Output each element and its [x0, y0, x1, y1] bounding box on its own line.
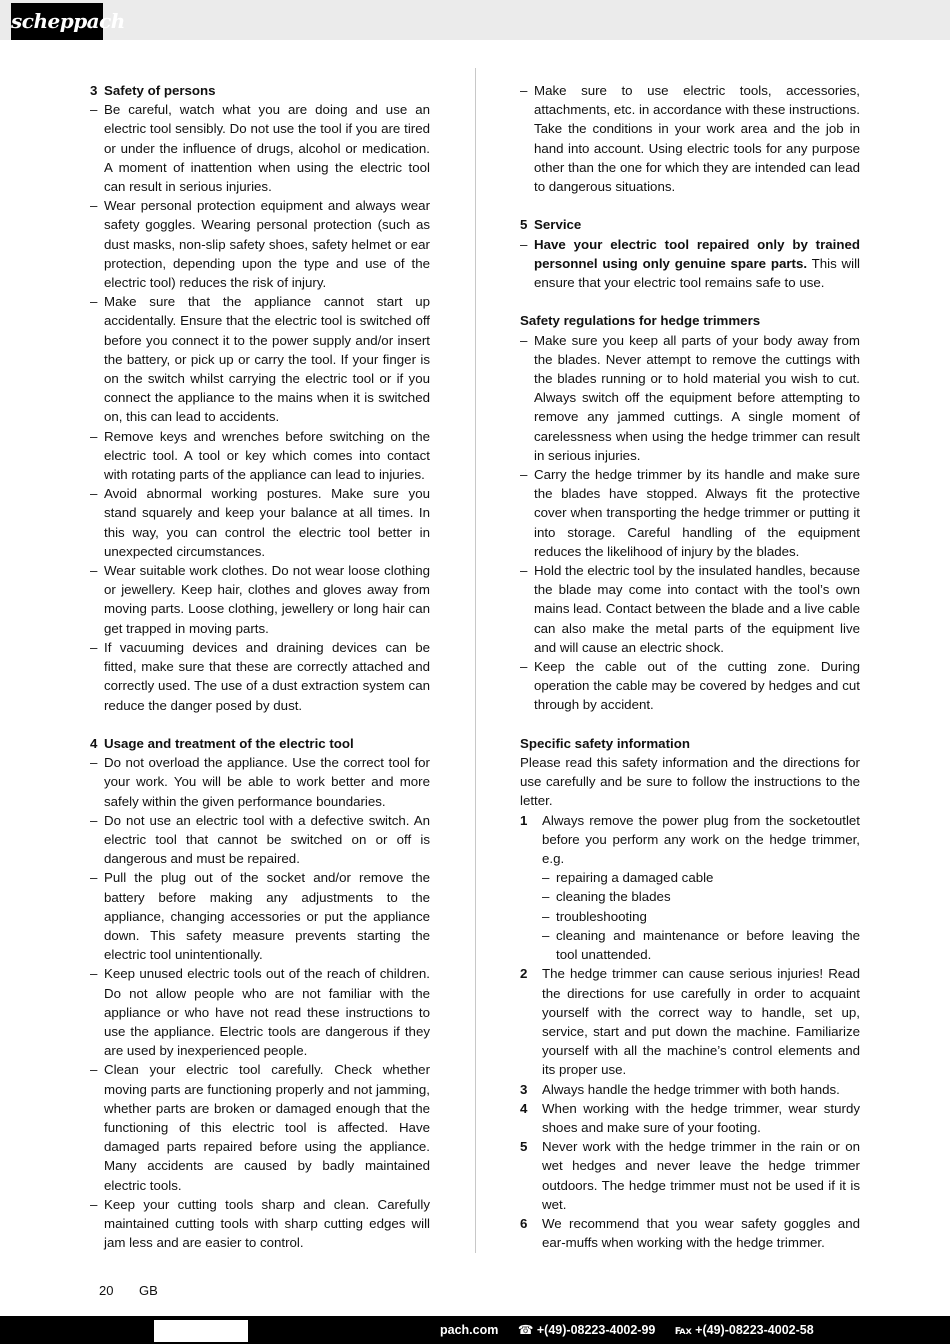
footer-bar: [0, 1316, 950, 1344]
specific-intro: Please read this safety information and the directions for use carefully and be sure to follow the instructions to the letter.: [520, 755, 860, 809]
contact-info: [440, 1322, 830, 1337]
list-item: – Make sure you keep all parts of your body away from the blades. Never attempt to remove the cuttings with the blades running or to hold material you wish to cut. Always switch off the equipment before attempting to remove any jammed cuttings. A single moment of carelessness when using the hedge trimmer can result in serious injuries.: [520, 332, 860, 463]
numbered-item: 6 We recommend that you wear safety goggles and ear-muffs when working with the hedge trimmer.: [520, 1215, 860, 1251]
list-item: – Avoid abnormal working postures. Make sure you stand squarely and keep your balance at all times. In this way, you can control the electric tool better in unexpected circumstances.: [90, 486, 430, 559]
section-4-heading: [90, 734, 430, 753]
numbered-item: 2 The hedge trimmer can cause serious injuries! Read the directions for use carefully in order to acquaint yourself with the correct way to handle, set up, service, start and put down the machine. Familiarize yourself with all the machine’s control elements and its proper use.: [520, 966, 860, 1078]
list-item: – Keep your cutting tools sharp and clean. Carefully maintained cutting tools with sharp cutting edges will jam less and are easier to control.: [90, 1196, 430, 1251]
sub-item: – troubleshooting: [542, 908, 647, 924]
list-item: – If vacuuming devices and draining devices can be fitted, make sure that these are correctly attached and correctly used. The use of a dust extraction system can reduce the danger posed by dust.: [90, 639, 430, 713]
list-item: – Have your electric tool repaired only by trained personnel using only genuine spare parts. This will ensure that your electric tool remains safe to use.: [520, 236, 860, 291]
header-bar: [0, 0, 950, 40]
left-column: [90, 81, 430, 1252]
list-item: – Make sure that the appliance cannot start up accidentally. Ensure that the electric tool is switched off before you connect it to the power supply and/or insert the battery, or pick up or carry the tool. If your finger is on the switch whilst carrying the electric tool or if you connect the appliance to the mains when it is switched on, this can lead to accidents.: [90, 294, 430, 425]
section-3-heading: [90, 81, 430, 100]
section-number: 5: [520, 217, 528, 233]
list-item: – Clean your electric tool carefully. Check whether moving parts are functioning properly and not jamming, whether parts are broken or damaged enough that the functioning of this electric tool is affected. Have damaged parts repaired before using the appliance. Many accidents are caused by badly maintained electric tools.: [90, 1062, 430, 1193]
list-item: – Hold the electric tool by the insulated handles, because the blade may come into contact with the tool’s own mains lead. Contact between the blade and a live cable can also make the metal parts of the equipment live and will cause an electric shock.: [520, 563, 860, 655]
sub-item: – cleaning the blades: [542, 889, 671, 905]
sub-item: – cleaning and maintenance or before leaving the tool unattended.: [542, 927, 860, 963]
right-column: [520, 81, 860, 1252]
section-number: 4: [90, 735, 98, 751]
list-item: – Wear personal protection equipment and always wear safety goggles. Wearing personal protection (such as dust masks, non-slip safety shoes, safety helmet or ear protection, depending upon the type and use of the electric tool) reduces the risk of injury.: [90, 198, 430, 291]
page-number: 20: [99, 1283, 114, 1298]
list-item: – Remove keys and wrenches before switching on the electric tool. A tool or key which comes into contact with rotating parts of the appliance can lead to injuries.: [90, 428, 430, 483]
phone-number: ☎ +(49)-08223-4002-99: [517, 1323, 656, 1337]
list-item: – Keep the cable out of the cutting zone. During operation the cable may be covered by hedges and cut through by accident.: [520, 659, 860, 713]
numbered-item: 1 Always remove the power plug from the socketoutlet before you perform any work on the hedge trimmer, e.g.: [520, 812, 860, 867]
list-item: – Do not overload the appliance. Use the correct tool for your work. You will be able to work better and more safely within the given performance boundaries.: [90, 755, 430, 809]
footer-white-box: [154, 1320, 248, 1342]
list-item: – Keep unused electric tools out of the reach of children. Do not allow people who are not familiar with the appliance or who have not read these instructions to use the appliance. Electric tools are dangerous if they are used by inexperienced people.: [90, 966, 430, 1059]
language-code: GB: [139, 1283, 158, 1298]
fax-number: ℻ +(49)-08223-4002-58: [674, 1323, 814, 1337]
brand-logo: scheppach: [11, 3, 103, 40]
section-title: Usage and treatment of the electric tool: [104, 735, 354, 751]
sub-item: – repairing a damaged cable: [542, 870, 714, 886]
numbered-item: 5 Never work with the hedge trimmer in the rain or on wet hedges and never leave the hedge trimmer outdoors. The hedge trimmer must not be used if it is wet.: [520, 1139, 860, 1212]
list-item: – Make sure to use electric tools, accessories, attachments, etc. in accordance with these instructions. Take the conditions in your work area and the job in hand into account. Using electric tools for any purpose other than the one for which they are intended can lead to dangerous situations.: [520, 83, 860, 195]
hedge-trimmer-heading: Safety regulations for hedge trimmers: [520, 313, 761, 329]
section-title: Safety of persons: [104, 83, 216, 98]
specific-safety-heading: Specific safety information: [520, 735, 690, 751]
column-divider: [475, 68, 476, 1253]
numbered-item: 3 Always handle the hedge trimmer with both hands.: [520, 1081, 840, 1097]
list-item: – Pull the plug out of the socket and/or remove the battery before making any adjustments to the appliance, changing accessories or put the appliance down. This safety measure prevents starting the electric tool unintentionally.: [90, 870, 430, 963]
list-item: – Carry the hedge trimmer by its handle and make sure the blades have stopped. Always fit the protective cover when transporting the hedge trimmer or putting it into storage. Careful handling of the equipment reduces the likelihood of injury by the blades.: [520, 467, 860, 559]
list-item: – Wear suitable work clothes. Do not wear loose clothing or jewellery. Keep hair, clothes and gloves away from moving parts. Loose clothing, jewellery or long hair can get trapped in moving parts.: [90, 563, 430, 636]
section-number: 3: [90, 83, 98, 98]
section-title: Service: [534, 217, 582, 233]
section-5-heading: [520, 215, 860, 234]
website-link[interactable]: pach.com: [440, 1323, 499, 1337]
list-item: – Do not use an electric tool with a defective switch. An electric tool that cannot be switched on or off is dangerous and must be repaired.: [90, 812, 430, 867]
service-emphasis: Have your electric tool repaired only by trained personnel using only genuine spare parts.: [534, 236, 860, 271]
numbered-item: 4 When working with the hedge trimmer, wear sturdy shoes and make sure of your footing.: [520, 1100, 860, 1135]
list-item: – Be careful, watch what you are doing and use an electric tool sensibly. Do not use the tool if you are tired or under the influence of drugs, alcohol or medication. A moment of inattention when using the electric tool can result in serious injuries.: [90, 102, 430, 195]
